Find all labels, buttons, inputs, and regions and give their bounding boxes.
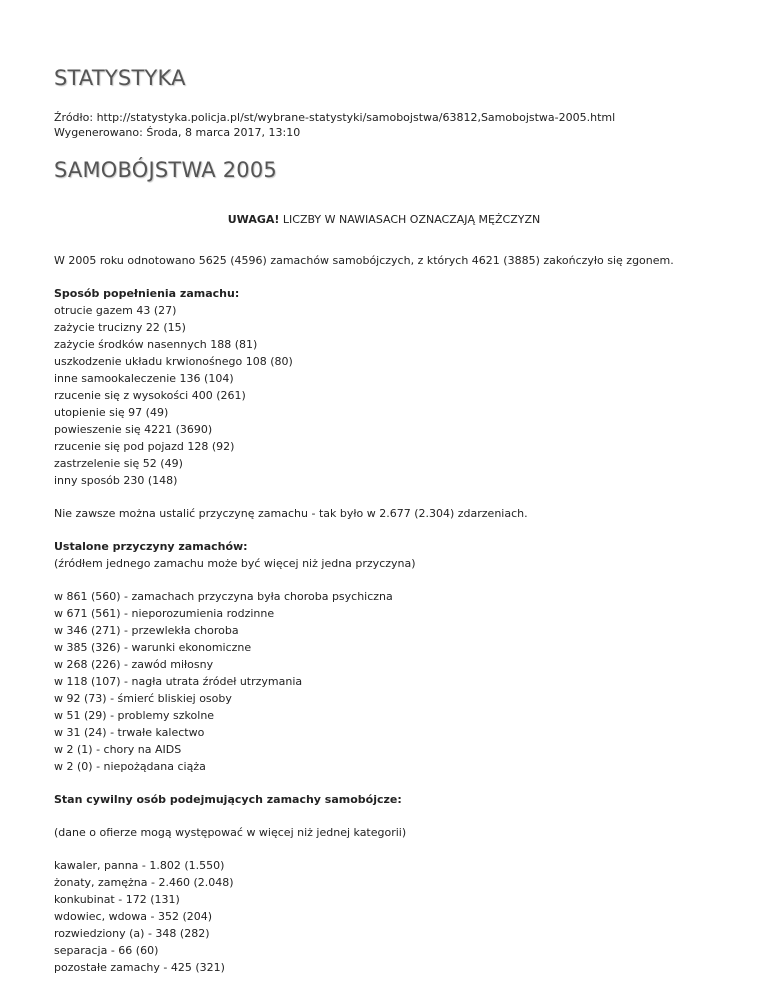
list-item: inne samookaleczenie 136 (104): [54, 372, 234, 385]
list-item: zastrzelenie się 52 (49): [54, 457, 183, 470]
list-item: w 346 (271) - przewlekła choroba: [54, 624, 239, 637]
marital-note: (dane o ofierze mogą występować w więcej niż jednej kategorii): [54, 826, 407, 839]
list-item: kawaler, panna - 1.802 (1.550): [54, 859, 225, 872]
causes-note: (źródłem jednego zamachu może być więcej niż jedna przyczyna): [54, 557, 416, 570]
marital-heading: Stan cywilny osób podejmujących zamachy samobójcze:: [54, 793, 402, 806]
list-item: utopienie się 97 (49): [54, 406, 169, 419]
list-item: w 31 (24) - trwałe kalectwo: [54, 726, 205, 739]
list-item: żonaty, zamężna - 2.460 (2.048): [54, 876, 234, 889]
source-line: Źródło: http://statystyka.policja.pl/st/wybrane-statystyki/samobojstwa/63812,Samobojstwa-2005.html: [54, 111, 616, 124]
list-item: inny sposób 230 (148): [54, 474, 178, 487]
methods-heading: Sposób popełnienia zamachu:: [54, 287, 240, 300]
causes-heading: Ustalone przyczyny zamachów:: [54, 540, 248, 553]
list-item: zażycie trucizny 22 (15): [54, 321, 186, 334]
list-item: w 861 (560) - zamachach przyczyna była choroba psychiczna: [54, 590, 393, 603]
list-item: w 2 (1) - chory na AIDS: [54, 743, 182, 756]
list-item: separacja - 66 (60): [54, 944, 159, 957]
list-item: w 385 (326) - warunki ekonomiczne: [54, 641, 252, 654]
list-item: rzucenie się pod pojazd 128 (92): [54, 440, 235, 453]
list-item: w 118 (107) - nagła utrata źródeł utrzymania: [54, 675, 303, 688]
warning-label: UWAGA!: [227, 213, 280, 226]
list-item: w 671 (561) - nieporozumienia rodzinne: [54, 607, 275, 620]
generated-line: Wygenerowano: Środa, 8 marca 2017, 13:10: [54, 126, 301, 139]
warning-text: LICZBY W NAWIASACH OZNACZAJĄ MĘŻCZYZN: [279, 213, 541, 226]
list-item: rozwiedziony (a) - 348 (282): [54, 927, 210, 940]
list-item: w 268 (226) - zawód miłosny: [54, 658, 214, 671]
list-item: otrucie gazem 43 (27): [54, 304, 177, 317]
list-item: wdowiec, wdowa - 352 (204): [54, 910, 213, 923]
list-item: zażycie środków nasennych 188 (81): [54, 338, 258, 351]
causes-list: [54, 588, 714, 775]
warning-note: [54, 211, 714, 228]
list-item: powieszenie się 4221 (3690): [54, 423, 213, 436]
unknown-cause-paragraph: Nie zawsze można ustalić przyczynę zamachu - tak było w 2.677 (2.304) zdarzeniach.: [54, 507, 528, 520]
methods-list: [54, 302, 714, 489]
article-title: SAMOBÓJSTWA 2005: [54, 158, 277, 182]
list-item: rzucenie się z wysokości 400 (261): [54, 389, 246, 402]
list-item: w 51 (29) - problemy szkolne: [54, 709, 215, 722]
list-item: pozostałe zamachy - 425 (321): [54, 961, 225, 974]
intro-paragraph: W 2005 roku odnotowano 5625 (4596) zamachów samobójczych, z których 4621 (3885) zakończyło się zgonem.: [54, 254, 674, 267]
list-item: uszkodzenie układu krwionośnego 108 (80): [54, 355, 293, 368]
marital-list: [54, 857, 714, 976]
meta-block: [54, 110, 714, 140]
list-item: konkubinat - 172 (131): [54, 893, 180, 906]
list-item: w 92 (73) - śmierć bliskiej osoby: [54, 692, 232, 705]
list-item: w 2 (0) - niepożądana ciąża: [54, 760, 206, 773]
site-title: STATYSTYKA: [54, 66, 186, 90]
